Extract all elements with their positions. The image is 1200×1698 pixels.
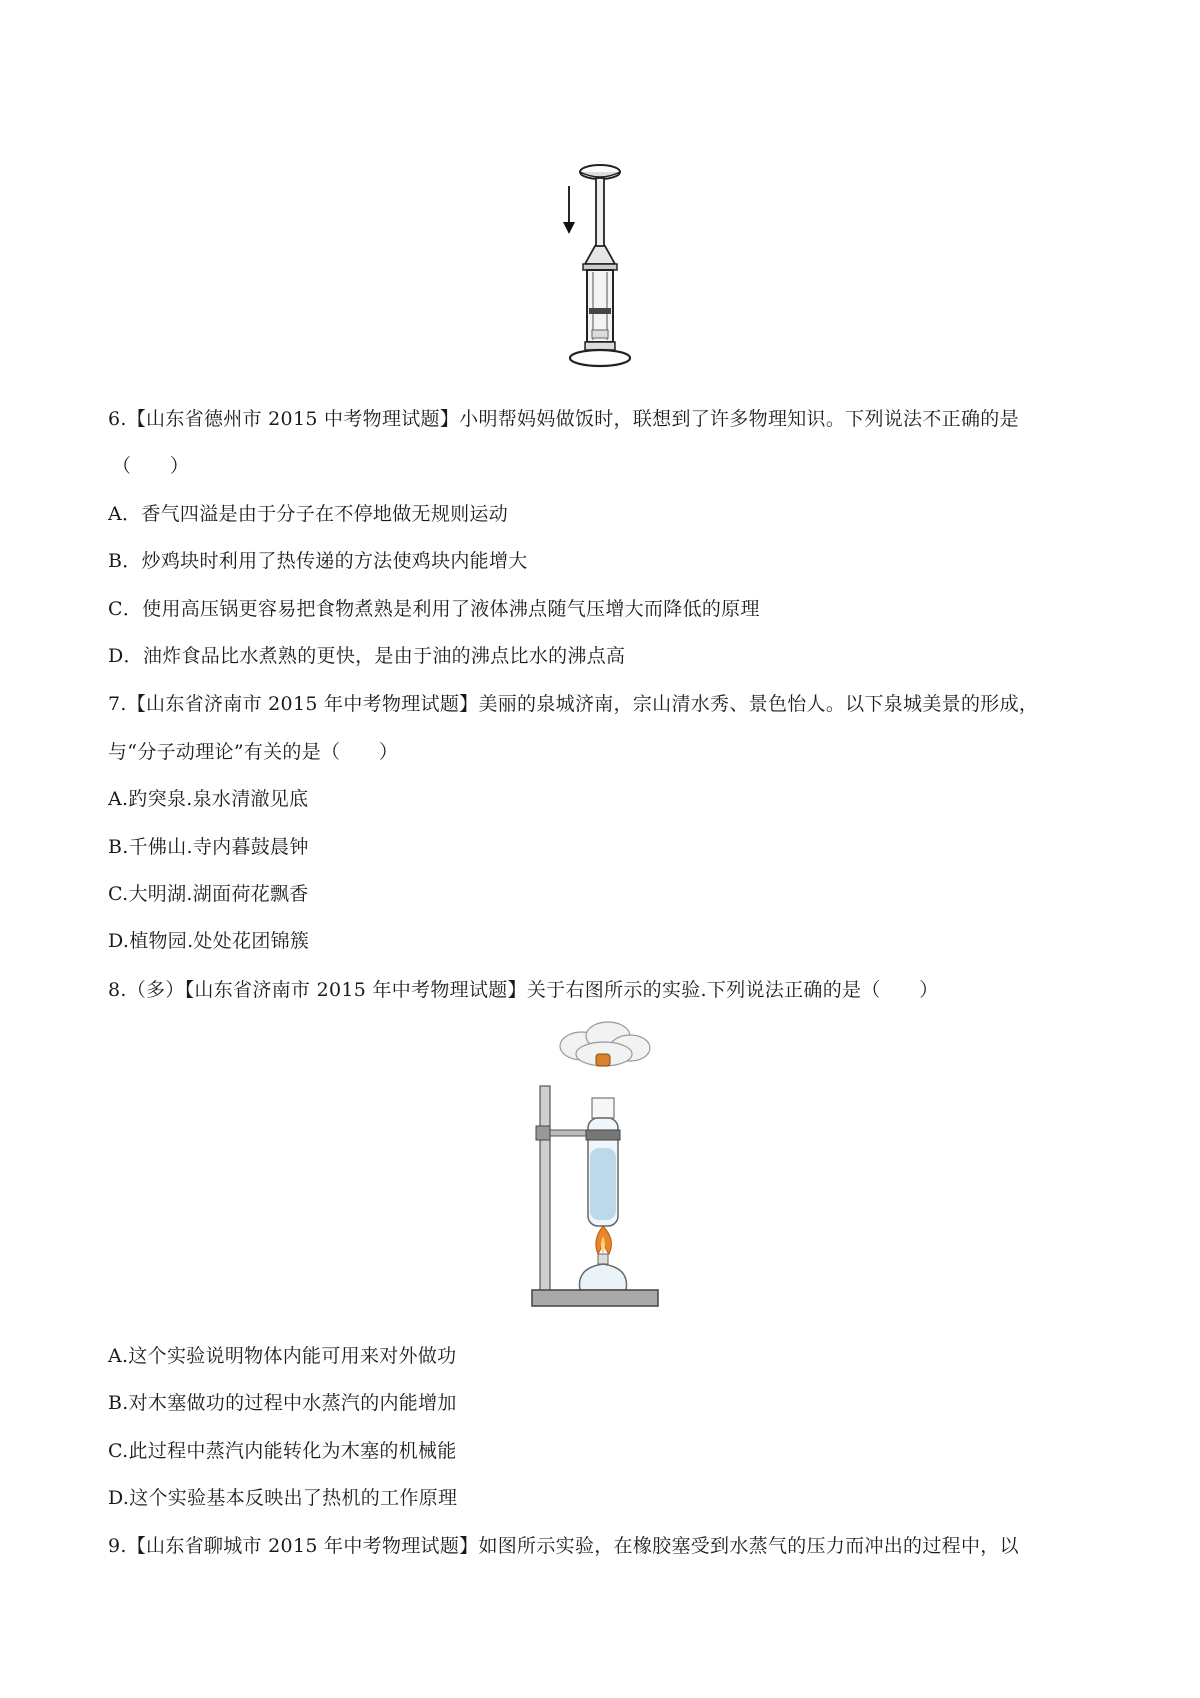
q8-option-a: A.这个实验说明物体内能可用来对外做功 xyxy=(108,1345,457,1367)
q7-stem-line1: 7.【山东省济南市 2015 年中考物理试题】美丽的泉城济南，宗山清水秀、景色怡人。以下泉城美景的形成， xyxy=(108,693,1039,715)
q7-option-a: A.趵突泉.泉水清澈见底 xyxy=(108,788,309,810)
q6-option-a: A．香气四溢是由于分子在不停地做无规则运动 xyxy=(108,503,509,525)
q6-stem-line1: 6.【山东省德州市 2015 中考物理试题】小明帮妈妈做饭时，联想到了许多物理知识。下列说法不正确的是 xyxy=(108,408,1019,430)
q7-option-d: D.植物园.处处花团锦簇 xyxy=(108,930,310,952)
q8-option-d: D.这个实验基本反映出了热机的工作原理 xyxy=(108,1487,458,1509)
q6-option-d: D．油炸食品比水煮熟的更快，是由于油的沸点比水的沸点高 xyxy=(108,645,626,667)
q7-option-b: B.千佛山.寺内暮鼓晨钟 xyxy=(108,836,309,858)
q7-stem-line2: 与“分子动理论”有关的是（ ） xyxy=(108,741,399,763)
q6-option-c: C．使用高压锅更容易把食物煮熟是利用了液体沸点随气压增大而降低的原理 xyxy=(108,598,760,620)
q6-stem-line2: （ ） xyxy=(112,455,190,477)
q7-option-c: C.大明湖.湖面荷花飘香 xyxy=(108,883,309,905)
q8-option-b: B.对木塞做功的过程中水蒸汽的内能增加 xyxy=(108,1392,457,1414)
q8-stem-line1: 8.（多）【山东省济南市 2015 年中考物理试题】关于右图所示的实验.下列说法正确的是（ ） xyxy=(108,979,939,1001)
q8-option-c: C.此过程中蒸汽内能转化为木塞的机械能 xyxy=(108,1440,457,1462)
air-compression-apparatus-figure xyxy=(555,160,645,372)
q6-option-b: B．炒鸡块时利用了热传递的方法使鸡块内能增大 xyxy=(108,550,528,572)
steam-cork-experiment-figure xyxy=(530,1018,680,1318)
q9-stem-line1: 9.【山东省聊城市 2015 年中考物理试题】如图所示实验，在橡胶塞受到水蒸气的压力而冲出的过程中，以 xyxy=(108,1535,1019,1557)
